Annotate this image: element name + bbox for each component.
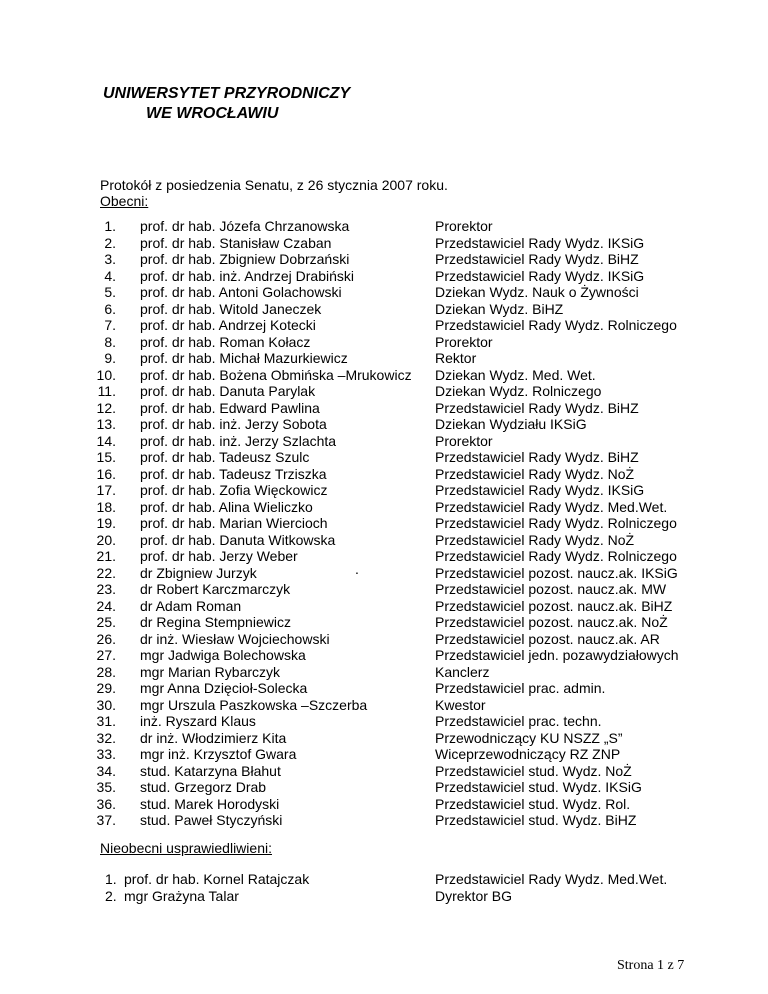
list-item-num: 20. <box>96 531 116 548</box>
list-item-role: Dziekan Wydz. BiHZ <box>435 300 564 317</box>
list-item-name: prof. dr hab. Roman Kołacz <box>140 333 311 350</box>
stray-mark: . <box>355 561 359 577</box>
list-item-name: prof. dr hab. inż. Jerzy Sobota <box>140 416 327 432</box>
list-item <box>90 251 730 268</box>
list-item-name: prof. dr hab. Alina Wieliczko <box>140 498 313 515</box>
list-item-name: dr inż. Wiesław Wojciechowski <box>140 630 330 647</box>
list-item-role: Rektor <box>435 350 477 366</box>
list-item <box>90 433 730 450</box>
list-item <box>90 334 730 351</box>
list-item <box>90 614 730 631</box>
list-item-num: 4. <box>104 267 116 284</box>
list-item-name: dr Robert Karczmarczyk <box>140 581 291 597</box>
list-item-num: 29. <box>96 680 116 696</box>
list-item-name: prof. dr hab. Zbigniew Dobrzański <box>140 251 350 267</box>
list-item-role: Przedstawiciel prac. techn. <box>435 713 602 729</box>
list-item <box>90 713 730 730</box>
list-item-role: Prorektor <box>435 333 493 350</box>
list-item-name: dr Regina Stempniewicz <box>140 614 291 630</box>
list-item-name: prof. dr hab. Edward Pawlina <box>140 399 320 416</box>
list-item-name: prof. dr hab. Michał Mazurkiewicz <box>140 350 348 366</box>
list-item-role: Prorektor <box>435 218 493 234</box>
list-item <box>90 548 730 565</box>
list-item-num: 30. <box>96 696 116 713</box>
absent-list <box>105 871 705 905</box>
list-item-role: Przedstawiciel Rady Wydz. IKSiG <box>435 234 645 251</box>
list-item-num: 34. <box>96 762 116 779</box>
list-item-role: Przedstawiciel Rady Wydz. BiHZ <box>435 251 639 267</box>
list-item <box>90 631 730 648</box>
page-number: Strona 1 z 7 <box>617 958 685 973</box>
list-item-num: 27. <box>96 647 116 663</box>
list-item-role: Przedstawiciel pozost. naucz.ak. NoŻ <box>435 614 668 630</box>
list-item <box>90 598 730 615</box>
list-item <box>90 515 730 532</box>
list-item-num: 32. <box>96 729 116 746</box>
list-item-name: prof. dr hab. Antoni Golachowski <box>140 284 342 300</box>
list-item-name: mgr Marian Rybarczyk <box>140 663 281 680</box>
list-item-role: Prorektor <box>435 432 493 449</box>
list-item <box>90 499 730 516</box>
list-item-role: Przewodniczący KU NSZZ „S” <box>435 729 623 746</box>
list-item-role: Kwestor <box>435 696 486 713</box>
list-item-num: 3. <box>104 251 116 267</box>
list-item-role: Przedstawiciel stud. Wydz. BiHZ <box>435 812 637 828</box>
list-item-role: Kanclerz <box>435 663 490 680</box>
list-item-num: 17. <box>96 482 116 498</box>
list-item-num: 6. <box>104 300 116 317</box>
list-item-num: 37. <box>96 812 116 828</box>
list-item-role: Przedstawiciel pozost. naucz.ak. MW <box>435 581 667 597</box>
list-item-role: Przedstawiciel stud. Wydz. IKSiG <box>435 779 642 795</box>
list-item-role: Dziekan Wydz. Med. Wet. <box>435 366 596 383</box>
list-item-name: stud. Marek Horodyski <box>140 795 280 812</box>
list-item-name: stud. Grzegorz Drab <box>140 779 267 795</box>
list-item-name: prof. dr hab. Bożena Obmińska –Mrukowicz <box>140 366 412 383</box>
list-item <box>90 697 730 714</box>
list-item-role: Przedstawiciel prac. admin. <box>435 680 606 696</box>
list-item-name: prof. dr hab. Jerzy Weber <box>140 548 298 564</box>
list-item-num: 35. <box>96 779 116 795</box>
list-item <box>90 383 730 400</box>
list-item <box>105 888 705 905</box>
list-item-name: prof. dr hab. inż. Jerzy Szlachta <box>140 432 337 449</box>
header-line-1: UNIWERSYTET PRZYRODNICZY <box>103 85 351 102</box>
list-item <box>90 581 730 598</box>
list-item-role: Przedstawiciel pozost. naucz.ak. BiHZ <box>435 597 673 614</box>
list-item <box>90 730 730 747</box>
list-item-num: 12. <box>96 399 116 416</box>
list-item <box>105 871 705 888</box>
absent-heading: Nieobecni usprawiedliwieni: <box>100 840 272 856</box>
list-item-num: 23. <box>96 581 116 597</box>
list-item-num: 36. <box>96 795 116 812</box>
list-item-role: Dziekan Wydz. Rolniczego <box>435 383 602 399</box>
list-item-role: Dyrektor BG <box>435 888 513 904</box>
list-item-name: prof. dr hab. Tadeusz Szulc <box>140 449 310 465</box>
list-item <box>90 680 730 697</box>
list-item-num: 11. <box>97 383 116 399</box>
list-item-name: mgr Grażyna Talar <box>124 888 239 904</box>
list-item-name: inż. Ryszard Klaus <box>140 713 256 729</box>
list-item <box>90 565 730 582</box>
list-item <box>90 796 730 813</box>
list-item-role: Przedstawiciel Rady Wydz. NoŻ <box>435 465 635 482</box>
list-item <box>90 416 730 433</box>
list-item-num: 18. <box>96 498 116 515</box>
list-item-name: prof. dr hab. inż. Andrzej Drabiński <box>140 267 354 284</box>
list-item-role: Przedstawiciel jedn. pozawydziałowych <box>435 647 679 663</box>
list-item-name: stud. Katarzyna Błahut <box>140 762 281 779</box>
list-item-name: prof. dr hab. Tadeusz Trziszka <box>140 465 327 482</box>
list-item-num: 21. <box>96 548 116 564</box>
list-item-num: 25. <box>96 614 116 630</box>
university-header <box>103 84 350 124</box>
list-item <box>90 466 730 483</box>
list-item-num: 15. <box>96 449 116 465</box>
list-item-name: prof. dr hab. Danuta Witkowska <box>140 531 336 548</box>
list-item <box>90 812 730 829</box>
list-item <box>90 400 730 417</box>
list-item-role: Przedstawiciel Rady Wydz. IKSiG <box>435 267 645 284</box>
list-item <box>90 235 730 252</box>
present-list <box>90 218 730 829</box>
list-item-name: prof. dr hab. Józefa Chrzanowska <box>140 218 350 234</box>
list-item-num: 2. <box>104 234 116 251</box>
list-item-name: mgr Anna Dzięcioł-Solecka <box>140 680 308 696</box>
list-item-num: 5. <box>104 284 116 300</box>
list-item-role: Przedstawiciel Rady Wydz. Rolniczego <box>435 317 677 333</box>
list-item-num: 9. <box>104 350 116 366</box>
list-item <box>90 482 730 499</box>
list-item-role: Przedstawiciel pozost. naucz.ak. AR <box>435 630 660 647</box>
list-item-num: 28. <box>96 663 116 680</box>
list-item <box>90 449 730 466</box>
list-item <box>90 647 730 664</box>
list-item-num: 31. <box>96 713 116 729</box>
list-item-num: 1. <box>104 218 116 234</box>
list-item-name: dr Adam Roman <box>140 597 242 614</box>
list-item-role: Przedstawiciel Rady Wydz. BiHZ <box>435 449 639 465</box>
list-item-role: Przedstawiciel Rady Wydz. BiHZ <box>435 399 639 416</box>
list-item-num: 1. <box>105 871 117 887</box>
list-item <box>90 218 730 235</box>
list-item-name: mgr Urszula Paszkowska –Szczerba <box>140 696 368 713</box>
list-item-role: Przedstawiciel pozost. naucz.ak. IKSiG <box>435 564 678 581</box>
list-item-num: 2. <box>105 888 117 904</box>
list-item-num: 16. <box>96 465 116 482</box>
list-item <box>90 350 730 367</box>
list-item-name: mgr inż. Krzysztof Gwara <box>140 746 297 762</box>
list-item <box>90 664 730 681</box>
list-item-role: Dziekan Wydziału IKSiG <box>435 416 587 432</box>
list-item <box>90 284 730 301</box>
list-item-role: Przedstawiciel Rady Wydz. Med.Wet. <box>435 498 668 515</box>
present-heading: Obecni: <box>100 193 149 209</box>
list-item-name: stud. Paweł Styczyński <box>140 812 283 828</box>
list-item-role: Przedstawiciel Rady Wydz. NoŻ <box>435 531 635 548</box>
list-item-role: Przedstawiciel Rady Wydz. Rolniczego <box>435 548 677 564</box>
list-item-num: 26. <box>96 630 116 647</box>
list-item-role: Wiceprzewodniczący RZ ZNP <box>435 746 621 762</box>
list-item-name: prof. dr hab. Witold Janeczek <box>140 300 322 317</box>
list-item-name: prof. dr hab. Marian Wiercioch <box>140 515 328 531</box>
list-item-num: 8. <box>104 333 116 350</box>
list-item-role: Przedstawiciel stud. Wydz. Rol. <box>435 795 631 812</box>
list-item <box>90 367 730 384</box>
header-line-2: WE WROCŁAWIU <box>146 105 279 122</box>
list-item-role: Przedstawiciel Rady Wydz. Med.Wet. <box>435 871 668 887</box>
protocol-title: Protokół z posiedzenia Senatu, z 26 stycznia 2007 roku. <box>100 177 448 193</box>
list-item-num: 13. <box>96 416 116 432</box>
list-item-num: 14. <box>96 432 116 449</box>
list-item-name: dr inż. Włodzimierz Kita <box>140 729 287 746</box>
list-item-num: 24. <box>96 597 116 614</box>
list-item-num: 22. <box>96 564 116 581</box>
list-item-role: Przedstawiciel Rady Wydz. Rolniczego <box>435 515 677 531</box>
list-item <box>90 763 730 780</box>
list-item-num: 33. <box>96 746 116 762</box>
list-item-name: prof. dr hab. Zofia Więckowicz <box>140 482 328 498</box>
list-item-name: dr Zbigniew Jurzyk <box>140 564 257 581</box>
list-item-name: mgr Jadwiga Bolechowska <box>140 647 306 663</box>
list-item-role: Dziekan Wydz. Nauk o Żywności <box>435 284 639 300</box>
list-item-name: prof. dr hab. Andrzej Kotecki <box>140 317 316 333</box>
list-item-name: prof. dr hab. Kornel Ratajczak <box>124 871 310 887</box>
list-item <box>90 532 730 549</box>
list-item <box>90 301 730 318</box>
list-item-num: 10. <box>96 366 116 383</box>
list-item <box>90 317 730 334</box>
list-item <box>90 746 730 763</box>
list-item-num: 7. <box>104 317 116 333</box>
list-item <box>90 779 730 796</box>
list-item-name: prof. dr hab. Stanisław Czaban <box>140 234 332 251</box>
list-item-role: Przedstawiciel Rady Wydz. IKSiG <box>435 482 645 498</box>
list-item-role: Przedstawiciel stud. Wydz. NoŻ <box>435 762 632 779</box>
list-item-num: 19. <box>96 515 116 531</box>
list-item <box>90 268 730 285</box>
list-item-name: prof. dr hab. Danuta Parylak <box>140 383 316 399</box>
